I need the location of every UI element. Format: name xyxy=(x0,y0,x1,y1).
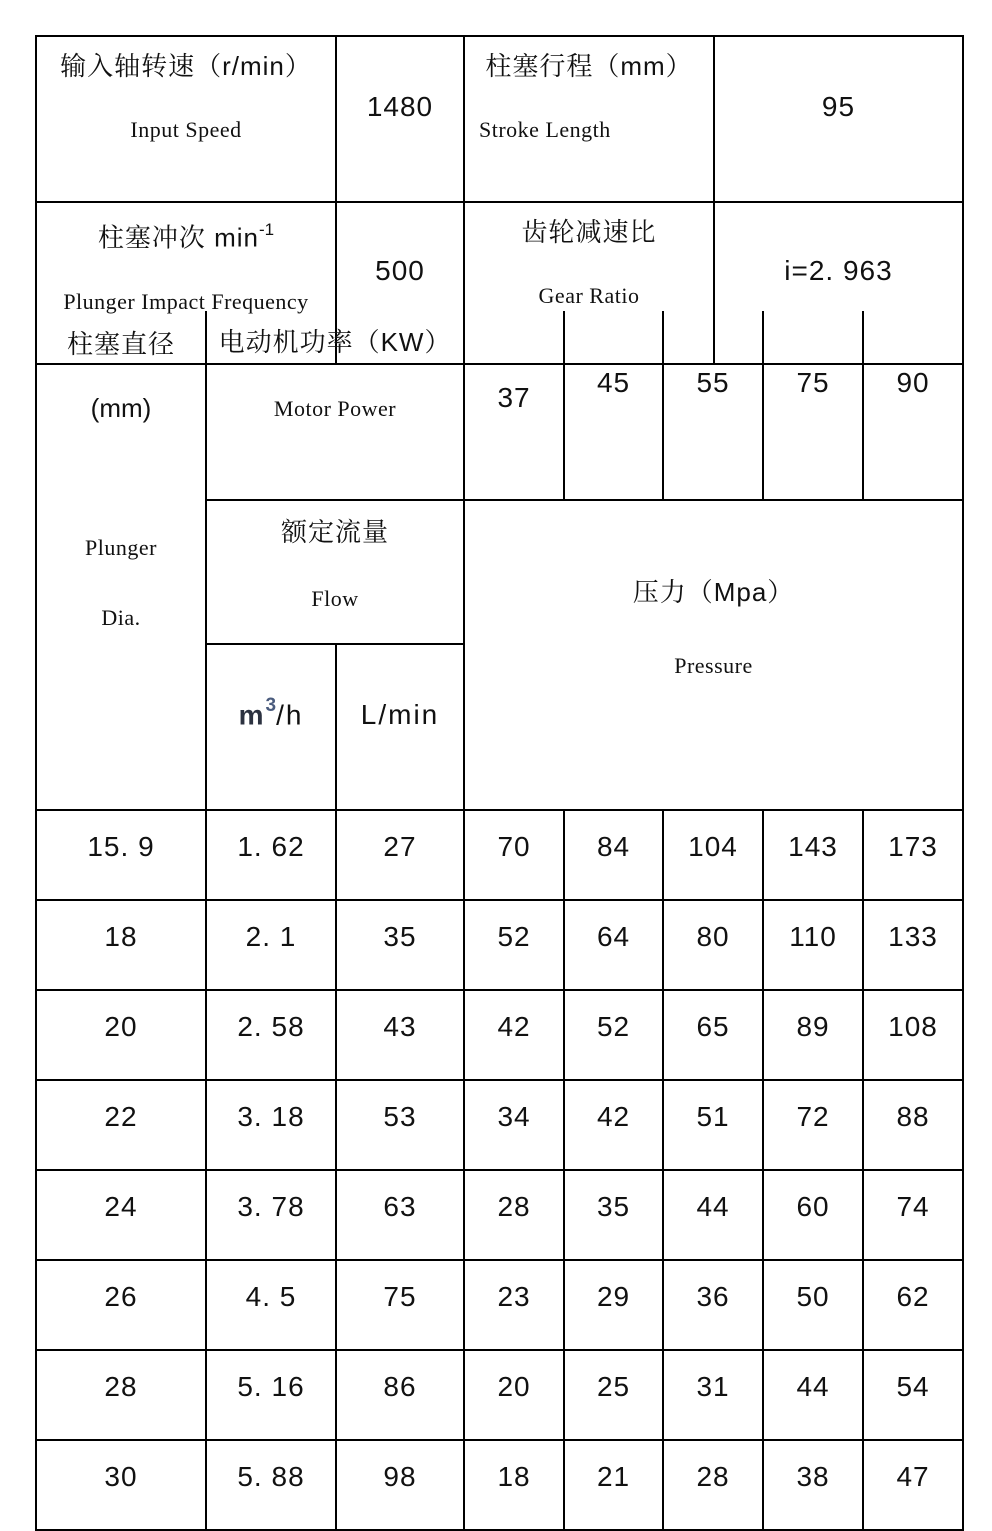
pressure-cell: 110 xyxy=(763,900,863,990)
plunger-dia-cell: 30 xyxy=(36,1440,206,1530)
flow-lmin-cell: 98 xyxy=(336,1440,464,1530)
pressure-cell: 34 xyxy=(464,1080,564,1170)
motor-power-label-en: Motor Power xyxy=(273,396,397,421)
flow-unit-m3h-base: m xyxy=(238,699,266,731)
pressure-cell: 74 xyxy=(863,1170,963,1260)
pressure-cell: 51 xyxy=(663,1080,763,1170)
table-row xyxy=(36,1440,963,1530)
pressure-cell: 143 xyxy=(763,810,863,900)
flow-unit-m3h-superscript: 3 xyxy=(265,694,277,716)
pressure-cell: 20 xyxy=(464,1350,564,1440)
pressure-cell: 31 xyxy=(663,1350,763,1440)
pressure-cell: 54 xyxy=(863,1350,963,1440)
pressure-cell: 133 xyxy=(863,900,963,990)
pressure-label-cn: 压力（Mpa） xyxy=(632,577,795,607)
flow-unit-lmin-cell: L/min xyxy=(336,644,464,810)
gear-ratio-label-cn: 齿轮减速比 xyxy=(521,217,657,247)
pressure-cell: 64 xyxy=(564,900,663,990)
flow-m3h-cell: 2. 58 xyxy=(206,990,336,1080)
motor-power-label-cn: 电动机功率（KW） xyxy=(218,327,452,357)
motor-power-value: 37 xyxy=(464,311,564,500)
gear-ratio-label-en: Gear Ratio xyxy=(538,283,640,308)
pressure-cell: 80 xyxy=(663,900,763,990)
pressure-cell: 173 xyxy=(863,810,963,900)
pressure-cell: 89 xyxy=(763,990,863,1080)
table-row xyxy=(36,1080,963,1170)
flow-lmin-cell: 35 xyxy=(336,900,464,990)
impact-frequency-label-base: 柱塞冲次 min xyxy=(97,222,259,253)
pressure-cell: 18 xyxy=(464,1440,564,1530)
flow-m3h-cell: 3. 78 xyxy=(206,1170,336,1260)
table-row xyxy=(36,1350,963,1440)
impact-frequency-label-en: Plunger Impact Frequency xyxy=(63,288,309,314)
pressure-cell: 42 xyxy=(464,990,564,1080)
plunger-dia-cell: 18 xyxy=(36,900,206,990)
pressure-cell: 88 xyxy=(863,1080,963,1170)
performance-table xyxy=(35,311,964,1531)
impact-frequency-label-cn xyxy=(37,215,335,255)
stroke-length-label-en: Stroke Length xyxy=(479,117,611,142)
pressure-cell: 36 xyxy=(663,1260,763,1350)
motor-power-value: 75 xyxy=(763,311,863,500)
plunger-dia-cell: 28 xyxy=(36,1350,206,1440)
pressure-cell: 21 xyxy=(564,1440,663,1530)
pressure-cell: 35 xyxy=(564,1170,663,1260)
input-speed-value: 1480 xyxy=(336,36,464,202)
flow-m3h-cell: 2. 1 xyxy=(206,900,336,990)
flow-m3h-cell: 5. 16 xyxy=(206,1350,336,1440)
table-row xyxy=(36,36,963,202)
flow-lmin-cell: 53 xyxy=(336,1080,464,1170)
pressure-cell: 25 xyxy=(564,1350,663,1440)
flow-m3h-cell: 4. 5 xyxy=(206,1260,336,1350)
plunger-dia-cell: 15. 9 xyxy=(36,810,206,900)
table-row xyxy=(36,900,963,990)
pressure-cell: 108 xyxy=(863,990,963,1080)
pressure-cell: 50 xyxy=(763,1260,863,1350)
rated-flow-label-en: Flow xyxy=(311,586,359,611)
impact-frequency-superscript: -1 xyxy=(259,220,275,239)
flow-m3h-cell: 1. 62 xyxy=(206,810,336,900)
motor-power-value: 45 xyxy=(564,311,663,500)
plunger-dia-label-en-1: Plunger xyxy=(85,535,157,560)
plunger-dia-cell: 26 xyxy=(36,1260,206,1350)
flow-lmin-cell: 86 xyxy=(336,1350,464,1440)
stroke-length-value: 95 xyxy=(714,36,963,202)
pressure-cell: 104 xyxy=(663,810,763,900)
pressure-label-en: Pressure xyxy=(674,653,753,678)
stroke-length-label-cn: 柱塞行程（mm） xyxy=(485,51,693,81)
pressure-cell: 42 xyxy=(564,1080,663,1170)
pressure-cell: 28 xyxy=(663,1440,763,1530)
flow-lmin-cell: 63 xyxy=(336,1170,464,1260)
motor-power-value: 55 xyxy=(663,311,763,500)
flow-lmin-cell: 27 xyxy=(336,810,464,900)
impact-frequency-value: 500 xyxy=(336,202,464,364)
pressure-cell: 84 xyxy=(564,810,663,900)
input-speed-label-cn: 输入轴转速（r/min） xyxy=(60,51,312,81)
flow-unit-m3h-rest: /h xyxy=(276,699,304,731)
motor-power-header-cell xyxy=(206,311,464,500)
pressure-cell: 44 xyxy=(763,1350,863,1440)
pressure-cell: 47 xyxy=(863,1440,963,1530)
plunger-dia-label-cn: 柱塞直径 xyxy=(66,329,175,359)
pressure-cell: 60 xyxy=(763,1170,863,1260)
plunger-dia-cell: 24 xyxy=(36,1170,206,1260)
input-speed-label-en: Input Speed xyxy=(130,117,242,142)
table-row xyxy=(36,1170,963,1260)
pressure-cell: 52 xyxy=(564,990,663,1080)
pressure-cell: 70 xyxy=(464,810,564,900)
input-speed-label-cell xyxy=(36,36,336,202)
table-row xyxy=(36,810,963,900)
pressure-cell: 44 xyxy=(663,1170,763,1260)
table-row xyxy=(36,311,963,500)
plunger-dia-cell: 22 xyxy=(36,1080,206,1170)
rated-flow-label-cn: 额定流量 xyxy=(281,517,390,547)
pressure-cell: 52 xyxy=(464,900,564,990)
plunger-dia-label-en-2: Dia. xyxy=(101,605,141,630)
pressure-cell: 23 xyxy=(464,1260,564,1350)
pressure-cell: 72 xyxy=(763,1080,863,1170)
flow-m3h-cell: 5. 88 xyxy=(206,1440,336,1530)
flow-unit-m3h-cell xyxy=(206,644,336,810)
stroke-length-label-cell xyxy=(464,36,714,202)
plunger-dia-unit: (mm) xyxy=(90,393,152,423)
rated-flow-header-cell xyxy=(206,500,464,644)
table-row xyxy=(36,990,963,1080)
flow-m3h-cell: 3. 18 xyxy=(206,1080,336,1170)
motor-power-value: 90 xyxy=(863,311,963,500)
pressure-header-cell xyxy=(464,500,963,810)
plunger-dia-header-cell xyxy=(36,311,206,810)
flow-lmin-cell: 43 xyxy=(336,990,464,1080)
pressure-cell: 38 xyxy=(763,1440,863,1530)
pressure-cell: 29 xyxy=(564,1260,663,1350)
pressure-cell: 65 xyxy=(663,990,763,1080)
plunger-dia-cell: 20 xyxy=(36,990,206,1080)
flow-lmin-cell: 75 xyxy=(336,1260,464,1350)
pressure-cell: 28 xyxy=(464,1170,564,1260)
table-row xyxy=(36,1260,963,1350)
pressure-cell: 62 xyxy=(863,1260,963,1350)
gear-ratio-value: i=2. 963 xyxy=(714,202,963,364)
